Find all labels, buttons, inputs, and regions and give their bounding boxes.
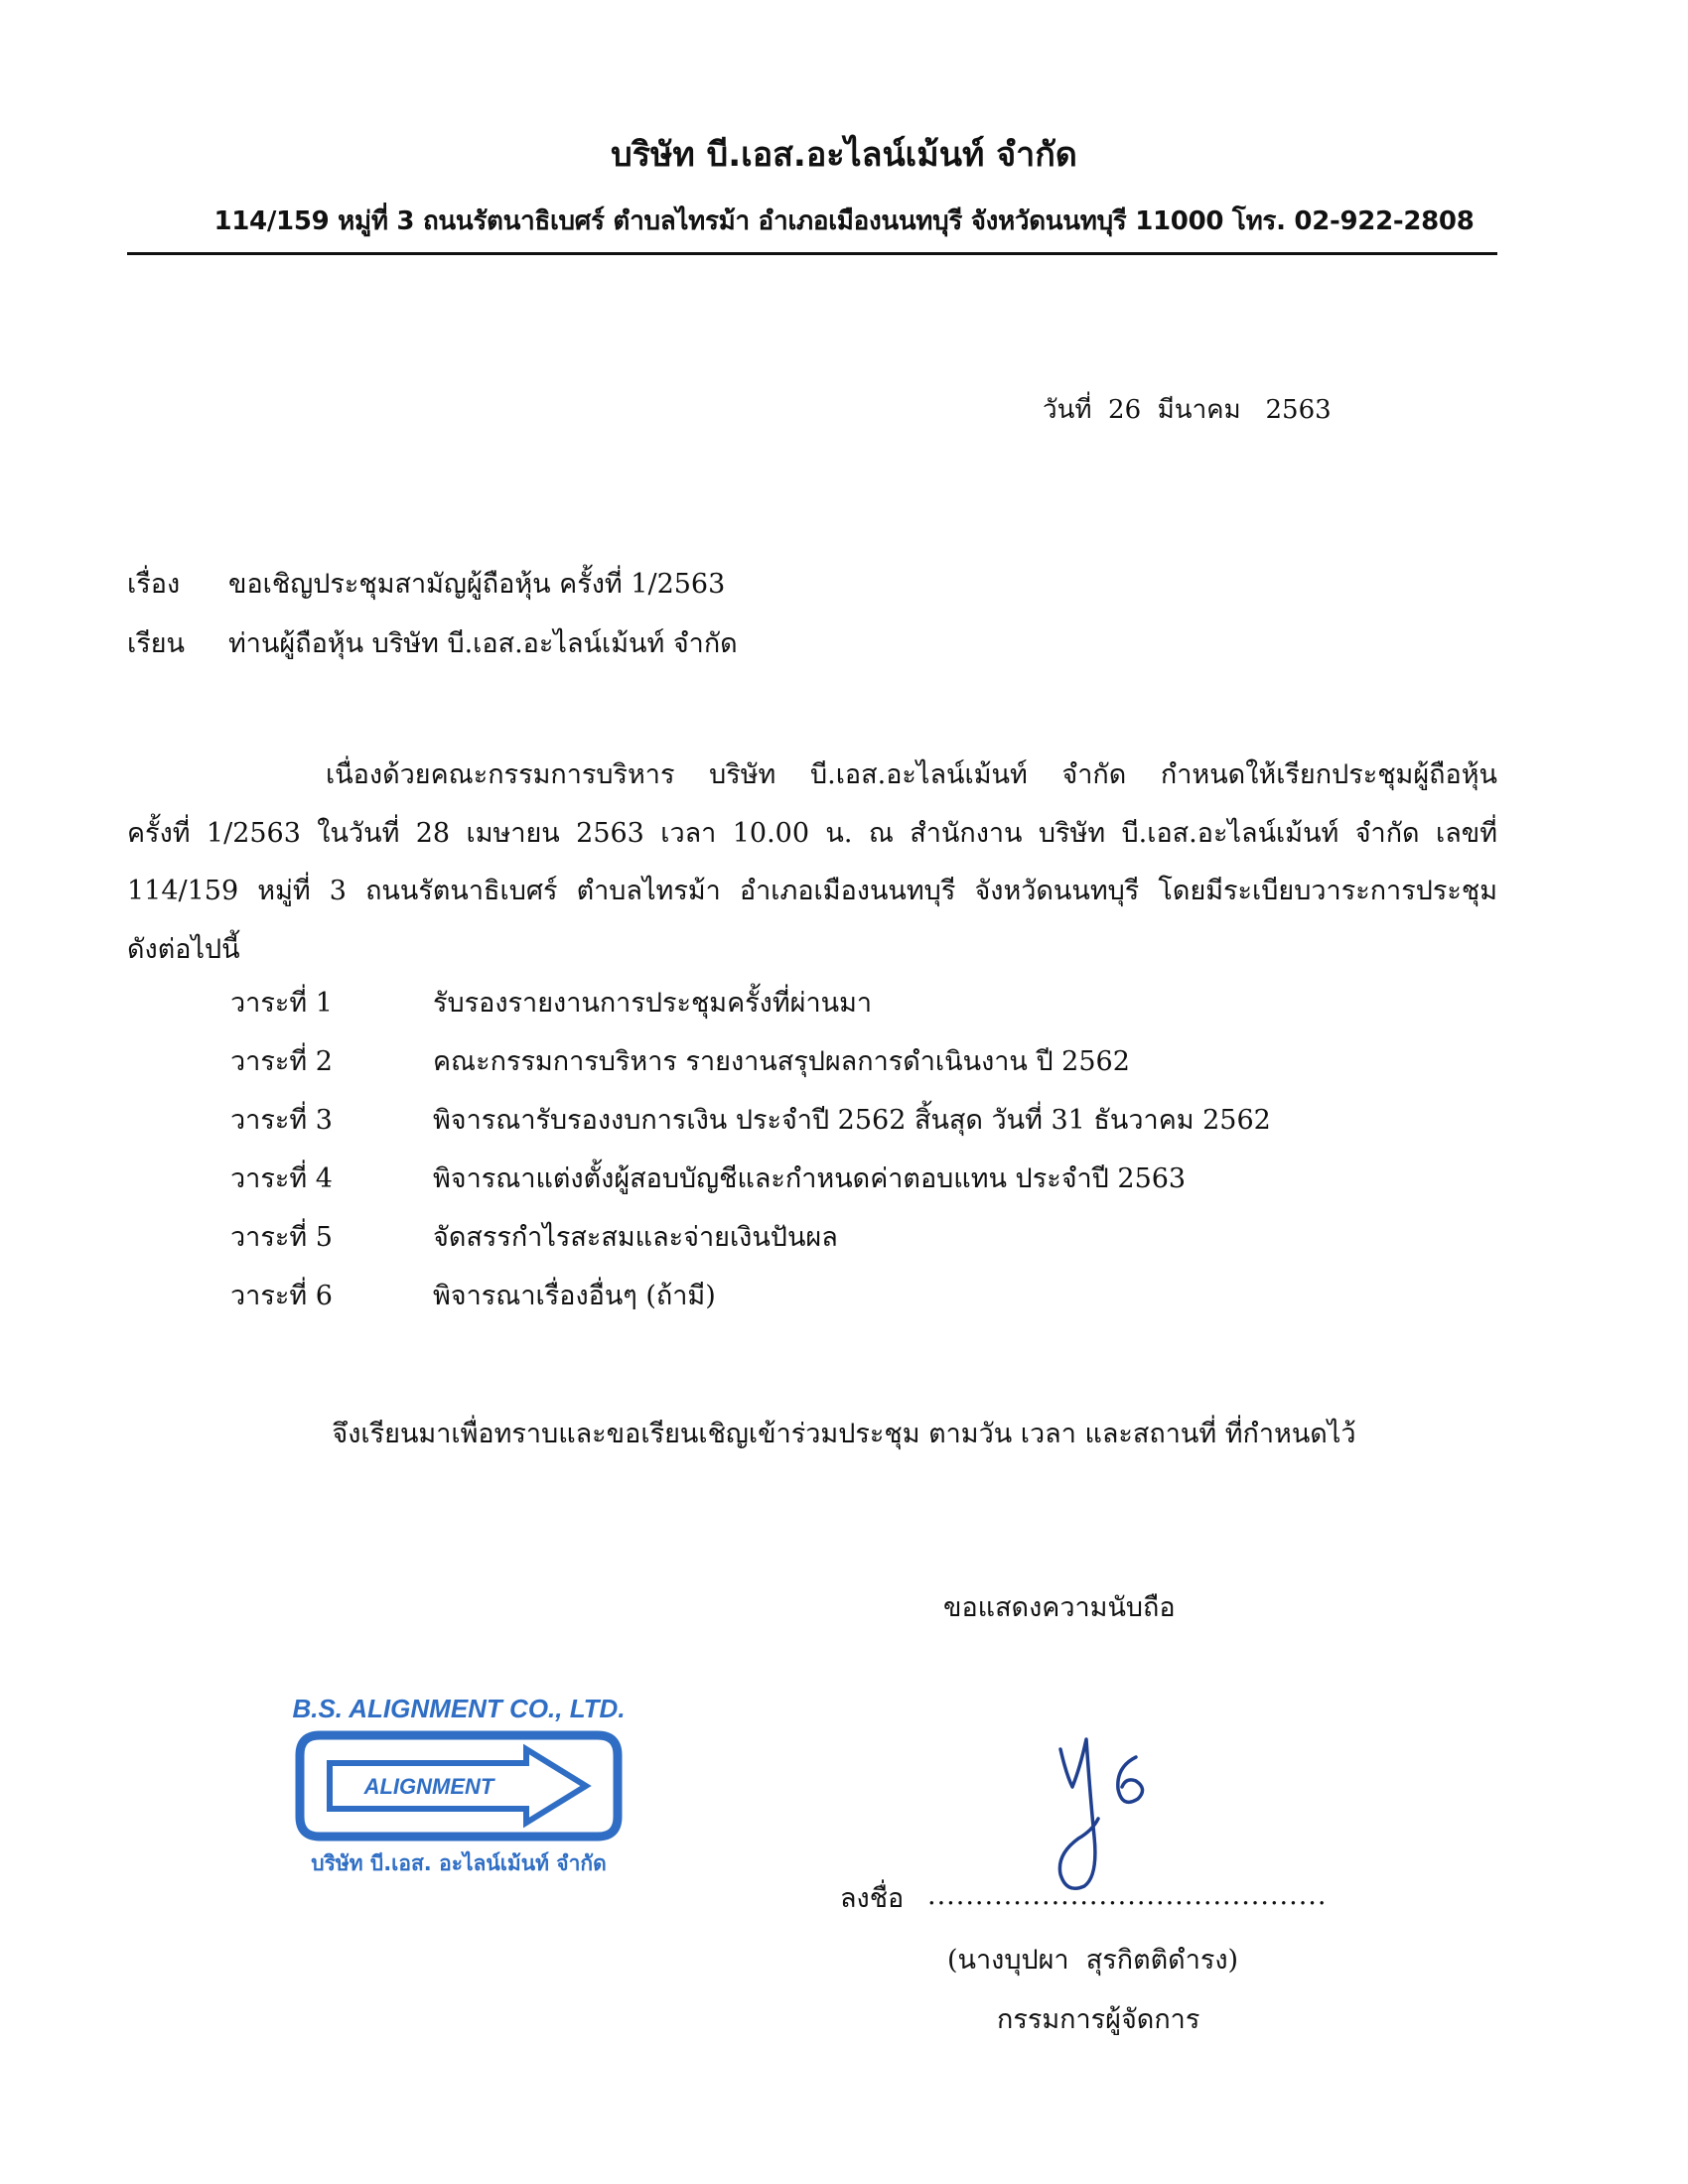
agenda-label: วาระที่ 5 xyxy=(230,1222,333,1253)
signer-title: กรรมการผู้จัดการ xyxy=(997,2004,1200,2035)
agenda-item: พิจารณาเรื่องอื่นๆ (ถ้ามี) xyxy=(433,1281,716,1311)
agenda-item: รับรองรายงานการประชุมครั้งที่ผ่านมา xyxy=(433,988,873,1019)
company-address: 114/159 หมู่ที่ 3 ถนนรัตนาธิเบศร์ ตำบลไทรม้า อำเภอเมืองนนทบุรี จังหวัดนนทบุรี 11000 โทร. 02-922-2808 xyxy=(213,206,1475,236)
agenda-item: พิจารณาแต่งตั้งผู้สอบบัญชีและกำหนดค่าตอบแทน ประจำปี 2563 xyxy=(433,1163,1187,1194)
company-name: บริษัท บี.เอส.อะไลน์เม้นท์ จำกัด xyxy=(611,135,1077,175)
recipient-value: ท่านผู้ถือหุ้น บริษัท บี.เอส.อะไลน์เม้นท์ จำกัด xyxy=(228,628,738,659)
closing-sentence: จึงเรียนมาเพื่อทราบและขอเรียนเชิญเข้าร่วมประชุม ตามวัน เวลา และสถานที่ ที่กำหนดไว้ xyxy=(332,1419,1356,1449)
subject-label: เรื่อง xyxy=(127,569,181,600)
stamp-bottom-text: บริษัท บี.เอส. อะไลน์เม้นท์ จำกัด xyxy=(311,1851,607,1875)
agenda-label: วาระที่ 6 xyxy=(230,1281,333,1311)
body-line: 114/159 หมู่ที่ 3 ถนนรัตนาธิเบศร์ ตำบลไทรม้า อำเภอเมืองนนทบุรี จังหวัดนนทบุรี โดยมีระเบียบวาระการประชุม xyxy=(127,876,1497,906)
agenda-item: พิจารณารับรองงบการเงิน ประจำปี 2562 สิ้นสุด วันที่ 31 ธันวาคม 2562 xyxy=(433,1105,1271,1136)
signature-line: .......................................... xyxy=(927,1880,1328,1911)
header-divider xyxy=(127,252,1497,255)
company-stamp xyxy=(280,1686,637,1879)
body-line: เนื่องด้วยคณะกรรมการบริหาร บริษัท บี.เอส.อะไลน์เม้นท์ จำกัด กำหนดให้เรียกประชุมผู้ถือหุ้น xyxy=(326,759,1497,790)
stamp-arrow-text: ALIGNMENT xyxy=(363,1774,494,1799)
agenda-label: วาระที่ 4 xyxy=(230,1163,333,1194)
body-line: ครั้งที่ 1/2563 ในวันที่ 28 เมษายน 2563 เวลา 10.00 น. ณ สำนักงาน บริษัท บี.เอส.อะไลน์เม้นท์ จำกัด เลขที่ xyxy=(127,817,1497,849)
regards: ขอแสดงความนับถือ xyxy=(943,1592,1176,1623)
agenda-label: วาระที่ 3 xyxy=(230,1105,333,1136)
agenda-item: จัดสรรกำไรสะสมและจ่ายเงินปันผล xyxy=(433,1222,838,1253)
body-line: ดังต่อไปนี้ xyxy=(127,933,240,965)
agenda-label: วาระที่ 1 xyxy=(230,988,333,1019)
agenda-label: วาระที่ 2 xyxy=(230,1046,333,1077)
stamp-top-text: B.S. ALIGNMENT CO., LTD. xyxy=(292,1694,626,1723)
agenda-item: คณะกรรมการบริหาร รายงานสรุปผลการดำเนินงาน ปี 2562 xyxy=(433,1046,1130,1077)
subject-value: ขอเชิญประชุมสามัญผู้ถือหุ้น ครั้งที่ 1/2563 xyxy=(228,569,726,600)
letter-date: วันที่ 26 มีนาคม 2563 xyxy=(1043,395,1332,425)
body-paragraph xyxy=(127,747,1497,979)
recipient-label: เรียน xyxy=(127,628,186,659)
signer-name: (นางบุปผา สุรกิตติดำรง) xyxy=(947,1945,1239,1976)
sign-label: ลงชื่อ xyxy=(840,1883,905,1914)
handwritten-signature xyxy=(1033,1727,1172,1896)
